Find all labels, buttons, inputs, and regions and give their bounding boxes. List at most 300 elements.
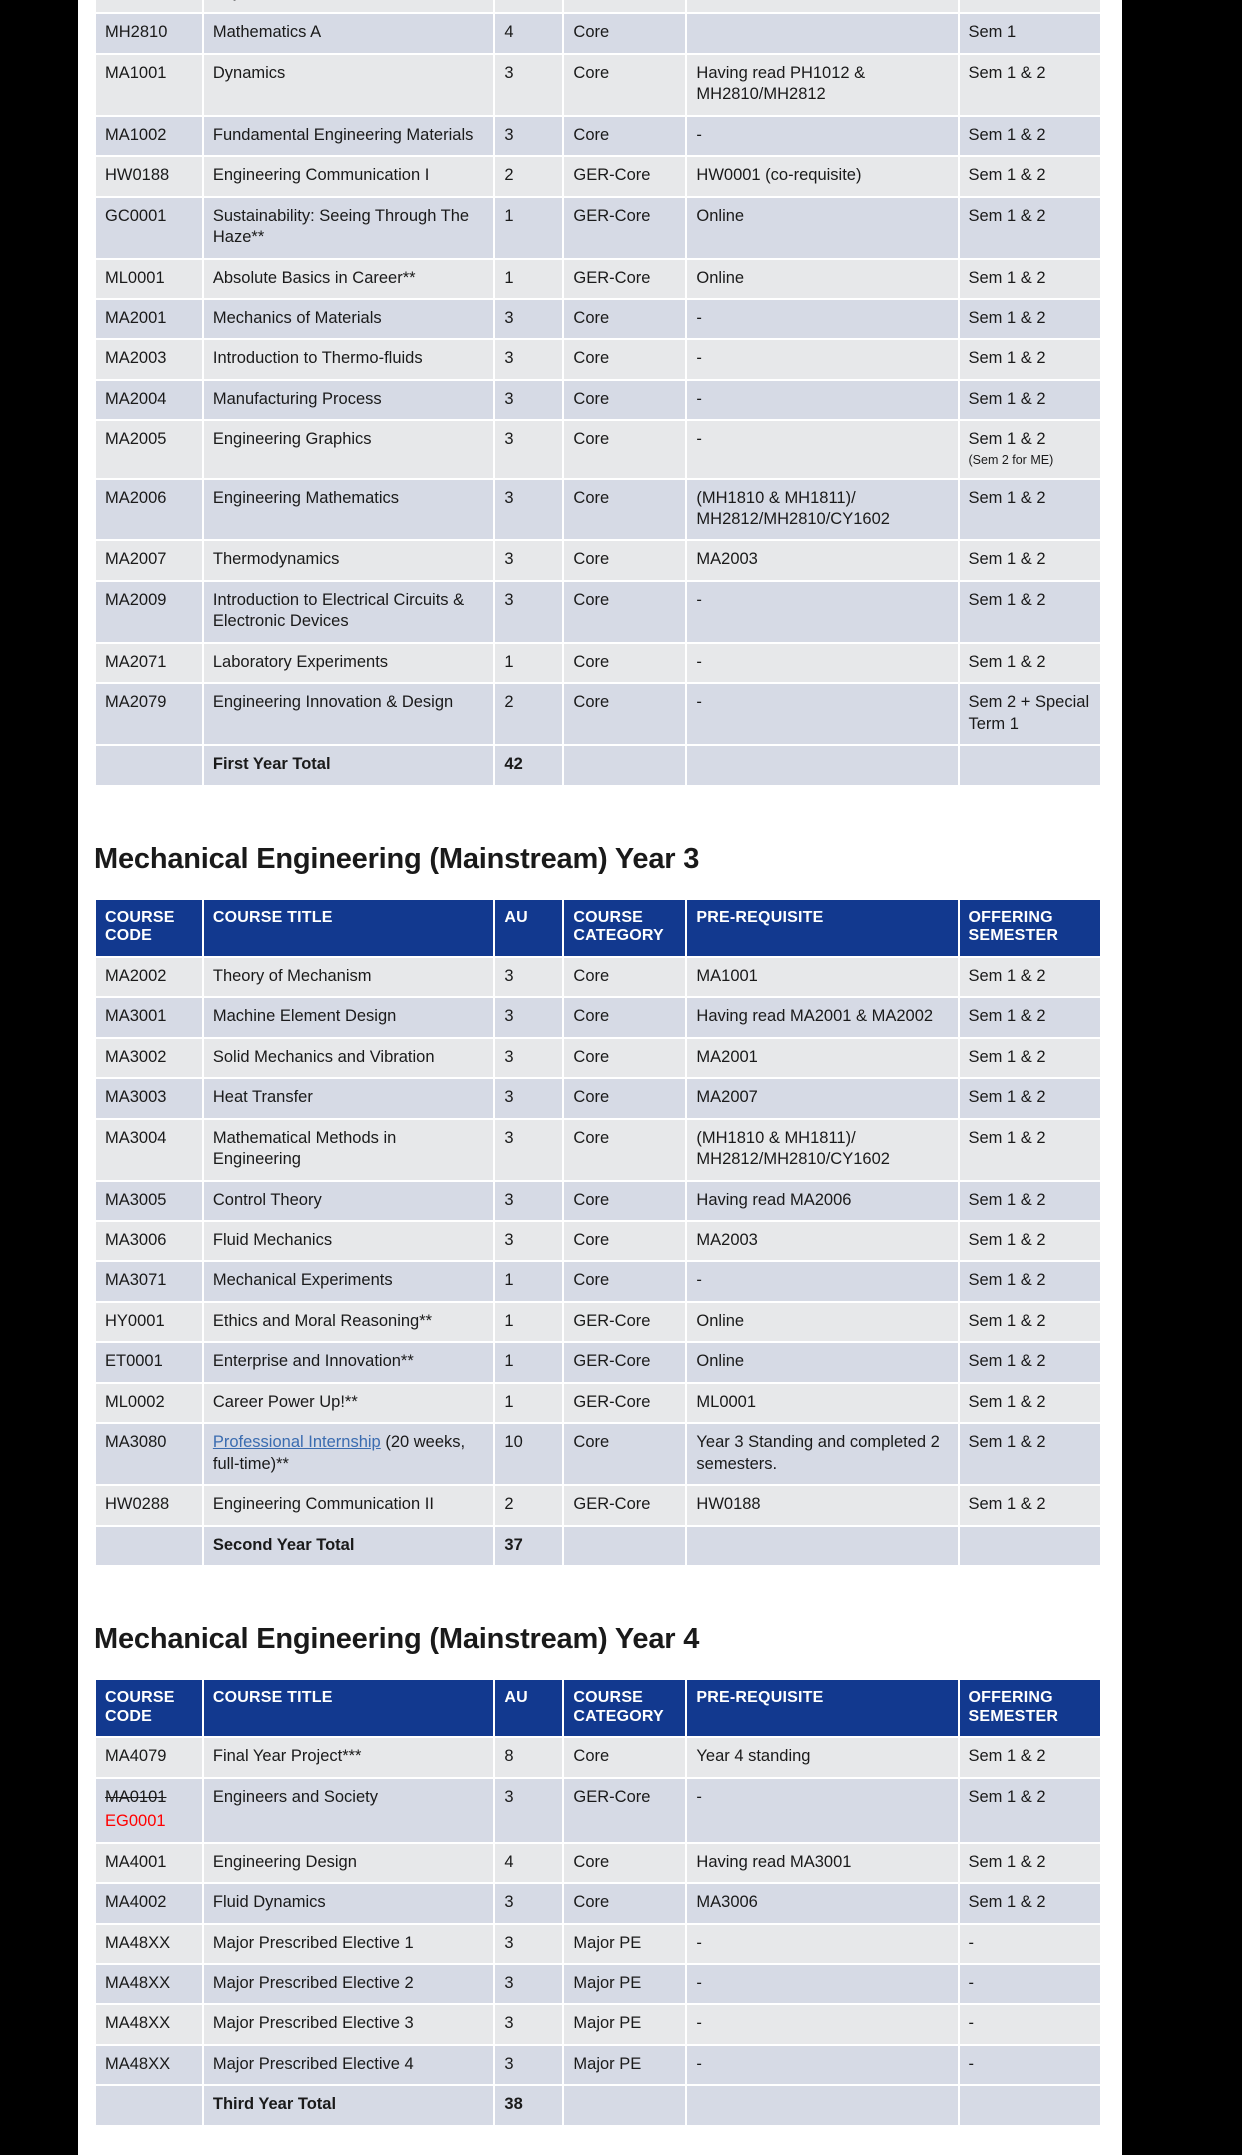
offering-semester-value: Sem 1 & 2 — [968, 308, 1046, 327]
cell-prerequisite: Year 4 standing — [687, 1738, 957, 1776]
cell-au: 2 — [495, 157, 562, 195]
cell-prerequisite: HW0188 — [687, 1486, 957, 1524]
cell-offering-semester — [960, 1738, 1101, 1776]
offering-semester-value: Sem 1 & 2 — [968, 1128, 1046, 1147]
cell-course-code: MA3004 — [96, 1120, 202, 1180]
table-row — [96, 117, 1100, 155]
cell-course-title: Fundamental Engineering Materials — [204, 117, 494, 155]
cell-course-title: Enterprise and Innovation** — [204, 1343, 494, 1381]
cell-total-spacer — [960, 746, 1101, 784]
offering-semester-value: Sem 1 & 2 — [968, 166, 1046, 185]
cell-course-category: Core — [564, 1120, 685, 1180]
cell-au: 3 — [495, 1884, 562, 1922]
table-row — [96, 1079, 1100, 1117]
cell-offering-semester — [960, 0, 1101, 12]
header-row — [96, 900, 1100, 956]
cell-au: 3 — [495, 55, 562, 115]
offering-semester-value: Sem 1 & 2 — [968, 1231, 1046, 1249]
cell-course-category: GER-Core — [564, 157, 685, 195]
cell-au: 1 — [495, 198, 562, 258]
table-row — [96, 1384, 1100, 1422]
table-row — [96, 1965, 1100, 2003]
sections-container — [94, 0, 1106, 2127]
cell-offering-semester — [960, 1303, 1101, 1341]
cell-au: 3 — [495, 1120, 562, 1180]
cell-course-category: Core — [564, 1079, 685, 1117]
table-row — [96, 1844, 1100, 1882]
offering-semester-value: Sem 1 & 2 — [968, 1271, 1046, 1290]
cell-course-code: MA3002 — [96, 1039, 202, 1077]
cell-course-code: ET0001 — [96, 1343, 202, 1381]
cell-offering-semester — [960, 157, 1101, 195]
cell-prerequisite: - — [687, 644, 957, 682]
course-table-year4 — [94, 1678, 1102, 2127]
cell-course-category: Core — [564, 582, 685, 642]
table-row — [96, 998, 1100, 1036]
cell-prerequisite: - — [687, 300, 957, 338]
table-total-row — [96, 1527, 1100, 1565]
offering-semester-value: Sem 1 & 2 — [968, 1392, 1046, 1411]
cell-offering-semester — [960, 340, 1101, 378]
table-row — [96, 2005, 1100, 2043]
cell-total-label: First Year Total — [204, 746, 494, 784]
cell-offering-semester — [960, 480, 1101, 540]
cell-offering-semester — [960, 1965, 1101, 2003]
cell-course-code: MA2007 — [96, 541, 202, 579]
cell-course-title: Solid Mechanics and Vibration — [204, 1039, 494, 1077]
cell-offering-semester — [960, 1424, 1101, 1484]
offering-semester-value: Sem 1 & 2 — [968, 550, 1046, 569]
offering-semester-note: (Sem 2 for ME) — [968, 452, 1054, 467]
cell-au: 8 — [495, 1738, 562, 1776]
cell-course-code: MA48XX — [96, 1965, 202, 2003]
cell-course-category: Core — [564, 644, 685, 682]
cell-prerequisite: HW0001 (co-requisite) — [687, 157, 957, 195]
offering-semester-value: Sem 1 & 2 — [968, 1352, 1046, 1371]
table-row — [96, 1039, 1100, 1077]
column-header-line2: SEMESTER — [968, 927, 1059, 945]
cell-course-title: Engineers and Society — [204, 1779, 494, 1842]
cell-course-category: Core — [564, 958, 685, 996]
cell-course-category: GER-Core — [564, 198, 685, 258]
cell-prerequisite: MA3006 — [687, 1884, 957, 1922]
cell-course-title: Control Theory — [204, 1182, 494, 1220]
cell-course-category: Core — [564, 684, 685, 744]
cell-course-title: Fluid Dynamics — [204, 1884, 494, 1922]
cell-course-title: Heat Transfer — [204, 1079, 494, 1117]
column-header-0 — [96, 900, 202, 956]
cell-au: 3 — [495, 1079, 562, 1117]
table-row — [96, 1262, 1100, 1300]
cell-offering-semester — [960, 1222, 1101, 1260]
table-body-year3 — [96, 958, 1100, 1565]
offering-semester-value: Sem 1 & 2 — [968, 125, 1046, 144]
cell-au: 3 — [495, 117, 562, 155]
cell-au: 3 — [495, 582, 562, 642]
cell-course-title: Sustainability: Seeing Through The Haze** — [204, 198, 494, 258]
cell-course-title: Engineering Communication II — [204, 1486, 494, 1524]
table-row — [96, 1884, 1100, 1922]
cell-course-category: Core — [564, 998, 685, 1036]
cell-course-code: MH2810 — [96, 14, 202, 52]
cell-course-category: Core — [564, 1738, 685, 1776]
course-title-link[interactable]: Professional Internship — [212, 1433, 381, 1452]
cell-au: 3 — [495, 2046, 562, 2084]
cell-course-category: Core — [564, 300, 685, 338]
cell-course-category: Core — [564, 1424, 685, 1484]
column-header-3 — [564, 1680, 685, 1736]
cell-prerequisite: - — [687, 1965, 957, 2003]
cell-course-code: MA1001 — [96, 55, 202, 115]
offering-semester-value: Sem 1 & 2 — [968, 966, 1046, 985]
cell-course-code: MA4002 — [96, 1884, 202, 1922]
cell-au: 1 — [495, 1343, 562, 1381]
offering-semester-value: - — [968, 1974, 974, 1992]
cell-total-spacer — [96, 746, 202, 784]
table-row — [96, 644, 1100, 682]
cell-course-code: MA2006 — [96, 480, 202, 540]
column-header-5 — [960, 900, 1101, 956]
cell-prerequisite: Having read MA2006 — [687, 1182, 957, 1220]
cell-prerequisite: MA2003 — [687, 541, 957, 579]
cell-total-au: 37 — [495, 1527, 562, 1565]
cell-course-title — [204, 1424, 494, 1484]
cell-offering-semester — [960, 1779, 1101, 1842]
cell-au: 1 — [495, 1262, 562, 1300]
offering-semester-value: Sem 1 & 2 — [968, 206, 1046, 225]
cell-course-category: Core — [564, 14, 685, 52]
column-header-line2: CATEGORY — [573, 1707, 664, 1725]
cell-total-spacer — [960, 2086, 1101, 2124]
cell-prerequisite: - — [687, 684, 957, 744]
cell-course-category: Core — [564, 541, 685, 579]
cell-course-code: MA3003 — [96, 1079, 202, 1117]
table-row — [96, 381, 1100, 419]
table-row — [96, 340, 1100, 378]
cell-course-code: MA4001 — [96, 1844, 202, 1882]
column-header-line1: AU — [504, 1688, 528, 1706]
column-header-line2: SEMESTER — [968, 1707, 1059, 1725]
offering-semester-value: Sem 1 — [968, 23, 1017, 42]
cell-prerequisite: Year 3 Standing and completed 2 semesters. — [687, 1424, 957, 1484]
cell-total-spacer — [564, 1527, 685, 1565]
cell-offering-semester — [960, 1844, 1101, 1882]
cell-offering-semester — [960, 1486, 1101, 1524]
offering-semester-value: Sem 1 & 2 — [968, 1747, 1046, 1766]
cell-total-spacer — [687, 1527, 957, 1565]
cell-course-category: GER-Core — [564, 1779, 685, 1842]
cell-course-title: Machine Element Design — [204, 998, 494, 1036]
cell-total-au: 42 — [495, 746, 562, 784]
cell-prerequisite: MA2007 — [687, 1079, 957, 1117]
cell-course-code: HW0288 — [96, 1486, 202, 1524]
table-body-year2-continued — [96, 0, 1100, 785]
course-table-year2-continued — [94, 0, 1102, 787]
column-header-0 — [96, 1680, 202, 1736]
cell-prerequisite: MA2001 — [687, 1039, 957, 1077]
cell-course-code: HY0001 — [96, 1303, 202, 1341]
cell-course-code: MA2009 — [96, 582, 202, 642]
cell-offering-semester — [960, 1262, 1101, 1300]
cell-course-code: MA48XX — [96, 2046, 202, 2084]
cell-au: 3 — [495, 2005, 562, 2043]
offering-semester-value: Sem 1 & 2 — [968, 1495, 1046, 1514]
cell-course-title: Engineering Innovation & Design — [204, 684, 494, 744]
cell-au: 3 — [495, 421, 562, 477]
cell-course-category: Core — [564, 1884, 685, 1922]
cell-prerequisite: - — [687, 2046, 957, 2084]
offering-semester-value: Sem 1 & 2 — [968, 268, 1046, 287]
cell-course-title: Major Prescribed Elective 2 — [204, 1965, 494, 2003]
table-row — [96, 1303, 1100, 1341]
cell-offering-semester — [960, 1182, 1101, 1220]
cell-offering-semester — [960, 998, 1101, 1036]
cell-total-label: Third Year Total — [204, 2086, 494, 2124]
header-row — [96, 1680, 1100, 1736]
cell-offering-semester — [960, 541, 1101, 579]
cell-course-title: Introduction to Electrical Circuits & Electronic Devices — [204, 582, 494, 642]
cell-offering-semester — [960, 14, 1101, 52]
cell-offering-semester — [960, 1120, 1101, 1180]
column-header-1 — [204, 900, 494, 956]
cell-au: 2 — [495, 684, 562, 744]
cell-offering-semester — [960, 1343, 1101, 1381]
cell-course-category: Core — [564, 381, 685, 419]
cell-offering-semester — [960, 644, 1101, 682]
cell-prerequisite: - — [687, 1925, 957, 1963]
cell-course-code: MA1002 — [96, 117, 202, 155]
cell-course-category: Core — [564, 1222, 685, 1260]
offering-semester-value: - — [968, 2054, 974, 2073]
table-row — [96, 2046, 1100, 2084]
cell-prerequisite: Having read MA3001 — [687, 1844, 957, 1882]
table-row — [96, 14, 1100, 52]
cell-prerequisite: - — [687, 381, 957, 419]
cell-au: 10 — [495, 1424, 562, 1484]
cell-course-category: GER-Core — [564, 1486, 685, 1524]
column-header-2 — [495, 900, 562, 956]
offering-semester-value: Sem 1 & 2 — [968, 1047, 1046, 1066]
offering-semester-value: Sem 1 & 2 — [968, 652, 1046, 671]
cell-au: 1 — [495, 260, 562, 298]
cell-total-spacer — [96, 1527, 202, 1565]
cell-course-title: Engineering Design — [204, 1844, 494, 1882]
offering-semester-value: Sem 1 & 2 — [968, 1088, 1046, 1107]
cell-prerequisite: - — [687, 582, 957, 642]
offering-semester-value: Sem 1 & 2 — [968, 349, 1046, 368]
cell-total-spacer — [687, 2086, 957, 2124]
cell-prerequisite: MA1001 — [687, 958, 957, 996]
cell-prerequisite: - — [687, 1779, 957, 1842]
cell-offering-semester — [960, 198, 1101, 258]
table-row — [96, 260, 1100, 298]
cell-course-code: MA2004 — [96, 381, 202, 419]
cell-au: 3 — [495, 1779, 562, 1842]
cell-course-category: Core — [564, 1262, 685, 1300]
cell-course-category: Major PE — [564, 2005, 685, 2043]
table-row — [96, 1738, 1100, 1776]
cell-course-title: Mechanical Experiments — [204, 1262, 494, 1300]
column-header-4 — [687, 1680, 957, 1736]
table-row — [96, 480, 1100, 540]
table-body-year4 — [96, 1738, 1100, 2124]
course-code-replacement: EG0001 — [105, 1812, 166, 1831]
cell-au: 3 — [495, 381, 562, 419]
table-row — [96, 684, 1100, 744]
cell-offering-semester — [960, 2005, 1101, 2043]
column-header-line1: PRE-REQUISITE — [696, 1688, 824, 1706]
cell-course-code: MA3006 — [96, 1222, 202, 1260]
cell-prerequisite: - — [687, 340, 957, 378]
column-header-5 — [960, 1680, 1101, 1736]
offering-semester-value: - — [968, 2014, 974, 2033]
column-header-line1: COURSE TITLE — [212, 1688, 333, 1706]
cell-course-title: Final Year Project*** — [204, 1738, 494, 1776]
column-header-4 — [687, 900, 957, 956]
offering-semester-value: Sem 1 & 2 — [968, 1893, 1046, 1912]
cell-total-spacer — [96, 2086, 202, 2124]
cell-offering-semester — [960, 1884, 1101, 1922]
cell-au: 3 — [495, 1925, 562, 1963]
cell-au: 3 — [495, 998, 562, 1036]
column-header-line1: COURSE — [105, 908, 175, 926]
table-row — [96, 198, 1100, 258]
column-header-3 — [564, 900, 685, 956]
table-row — [96, 1486, 1100, 1524]
cell-prerequisite: - — [687, 117, 957, 155]
cell-offering-semester — [960, 582, 1101, 642]
table-row — [96, 1779, 1100, 1842]
cell-prerequisite: - — [687, 421, 957, 477]
cell-course-code: MA2002 — [96, 958, 202, 996]
cell-course-code: ML0001 — [96, 260, 202, 298]
offering-semester-value: Sem 1 & 2 — [968, 1787, 1046, 1806]
table-header-year3 — [96, 900, 1100, 956]
course-title-rest: (20 weeks, full-time)** — [212, 1433, 466, 1473]
column-header-2 — [495, 1680, 562, 1736]
column-header-line2: CATEGORY — [573, 927, 664, 945]
column-header-line1: COURSE — [573, 908, 644, 926]
cell-au: 1 — [495, 1384, 562, 1422]
cell-total-spacer — [564, 746, 685, 784]
column-header-line2: CODE — [105, 927, 153, 945]
table-row — [96, 1120, 1100, 1180]
cell-prerequisite: MA2003 — [687, 1222, 957, 1260]
cell-course-title: Absolute Basics in Career** — [204, 260, 494, 298]
offering-semester-value: Sem 1 & 2 — [968, 1852, 1046, 1871]
cell-course-code: MA2005 — [96, 421, 202, 477]
cell-course-code: MA2071 — [96, 644, 202, 682]
cell-total-au: 38 — [495, 2086, 562, 2124]
cell-course-category: Core — [564, 340, 685, 378]
cell-course-code: MA4079 — [96, 1738, 202, 1776]
cell-offering-semester — [960, 1925, 1101, 1963]
cell-au: 3 — [495, 1965, 562, 2003]
cell-au — [495, 0, 562, 12]
cell-au: 3 — [495, 541, 562, 579]
column-header-line1: COURSE — [105, 1688, 175, 1706]
cell-course-title: Manufacturing Process — [204, 381, 494, 419]
cell-course-category: GER-Core — [564, 1343, 685, 1381]
cell-au: 2 — [495, 1486, 562, 1524]
table-row — [96, 300, 1100, 338]
cell-offering-semester — [960, 260, 1101, 298]
cell-course-title: Ethics and Moral Reasoning** — [204, 1303, 494, 1341]
cell-prerequisite: (MH1810 & MH1811)/ MH2812/MH2810/CY1602 — [687, 1120, 957, 1180]
cell-prerequisite: Online — [687, 1303, 957, 1341]
table-row — [96, 1424, 1100, 1484]
cell-course-title: Dynamics — [204, 55, 494, 115]
cell-course-title: Theory of Mechanism — [204, 958, 494, 996]
cell-prerequisite: Having read MA2001 & MA2002 — [687, 998, 957, 1036]
cell-au: 3 — [495, 480, 562, 540]
column-header-line1: PRE-REQUISITE — [696, 908, 824, 926]
column-header-line1: OFFERING — [968, 908, 1053, 926]
offering-semester-value: Sem 1 & 2 — [968, 1190, 1046, 1209]
cell-course-category: Core — [564, 55, 685, 115]
table-row — [96, 0, 1100, 12]
cell-course-category: Core — [564, 1039, 685, 1077]
cell-offering-semester — [960, 55, 1101, 115]
offering-semester-value: Sem 1 & 2 — [968, 1311, 1046, 1330]
cell-course-category: GER-Core — [564, 260, 685, 298]
cell-offering-semester — [960, 300, 1101, 338]
course-table-year3 — [94, 898, 1102, 1567]
cell-course-category: Major PE — [564, 1965, 685, 2003]
cell-course-category: Core — [564, 480, 685, 540]
table-total-row — [96, 746, 1100, 784]
table-row — [96, 582, 1100, 642]
column-header-line1: AU — [504, 908, 528, 926]
cell-course-category: Major PE — [564, 2046, 685, 2084]
cell-course-title — [204, 0, 494, 12]
offering-semester-value: - — [968, 1933, 974, 1952]
table-row — [96, 1343, 1100, 1381]
cell-course-title: Career Power Up!** — [204, 1384, 494, 1422]
cell-course-title: Laboratory Experiments — [204, 644, 494, 682]
cell-total-label: Second Year Total — [204, 1527, 494, 1565]
cell-course-category: GER-Core — [564, 1384, 685, 1422]
cell-prerequisite: Online — [687, 260, 957, 298]
cell-prerequisite — [687, 14, 957, 52]
offering-semester-value: Sem 1 & 2 — [968, 1433, 1046, 1452]
cell-course-code: ML0002 — [96, 1384, 202, 1422]
table-row — [96, 1182, 1100, 1220]
cell-au: 4 — [495, 14, 562, 52]
offering-semester-value: Sem 1 & 2 — [968, 1007, 1046, 1026]
cell-course-category: Core — [564, 1182, 685, 1220]
cell-course-title: Fluid Mechanics — [204, 1222, 494, 1260]
cell-course-code: MA2079 — [96, 684, 202, 744]
cell-total-spacer — [960, 1527, 1101, 1565]
cell-offering-semester — [960, 381, 1101, 419]
table-row — [96, 421, 1100, 477]
course-code-struck: MA0101 — [105, 1787, 167, 1806]
cell-course-code: MA3080 — [96, 1424, 202, 1484]
table-row — [96, 157, 1100, 195]
cell-course-code: GC0001 — [96, 198, 202, 258]
cell-prerequisite: Having read PH1012 & MH2810/MH2812 — [687, 55, 957, 115]
cell-course-category: Major PE — [564, 1925, 685, 1963]
cell-prerequisite: Online — [687, 1343, 957, 1381]
cell-au: 1 — [495, 1303, 562, 1341]
cell-au: 3 — [495, 1182, 562, 1220]
cell-course-category: Core — [564, 117, 685, 155]
cell-au: 3 — [495, 1222, 562, 1260]
cell-offering-semester — [960, 1039, 1101, 1077]
column-header-line1: COURSE TITLE — [212, 908, 333, 926]
cell-offering-semester — [960, 1384, 1101, 1422]
